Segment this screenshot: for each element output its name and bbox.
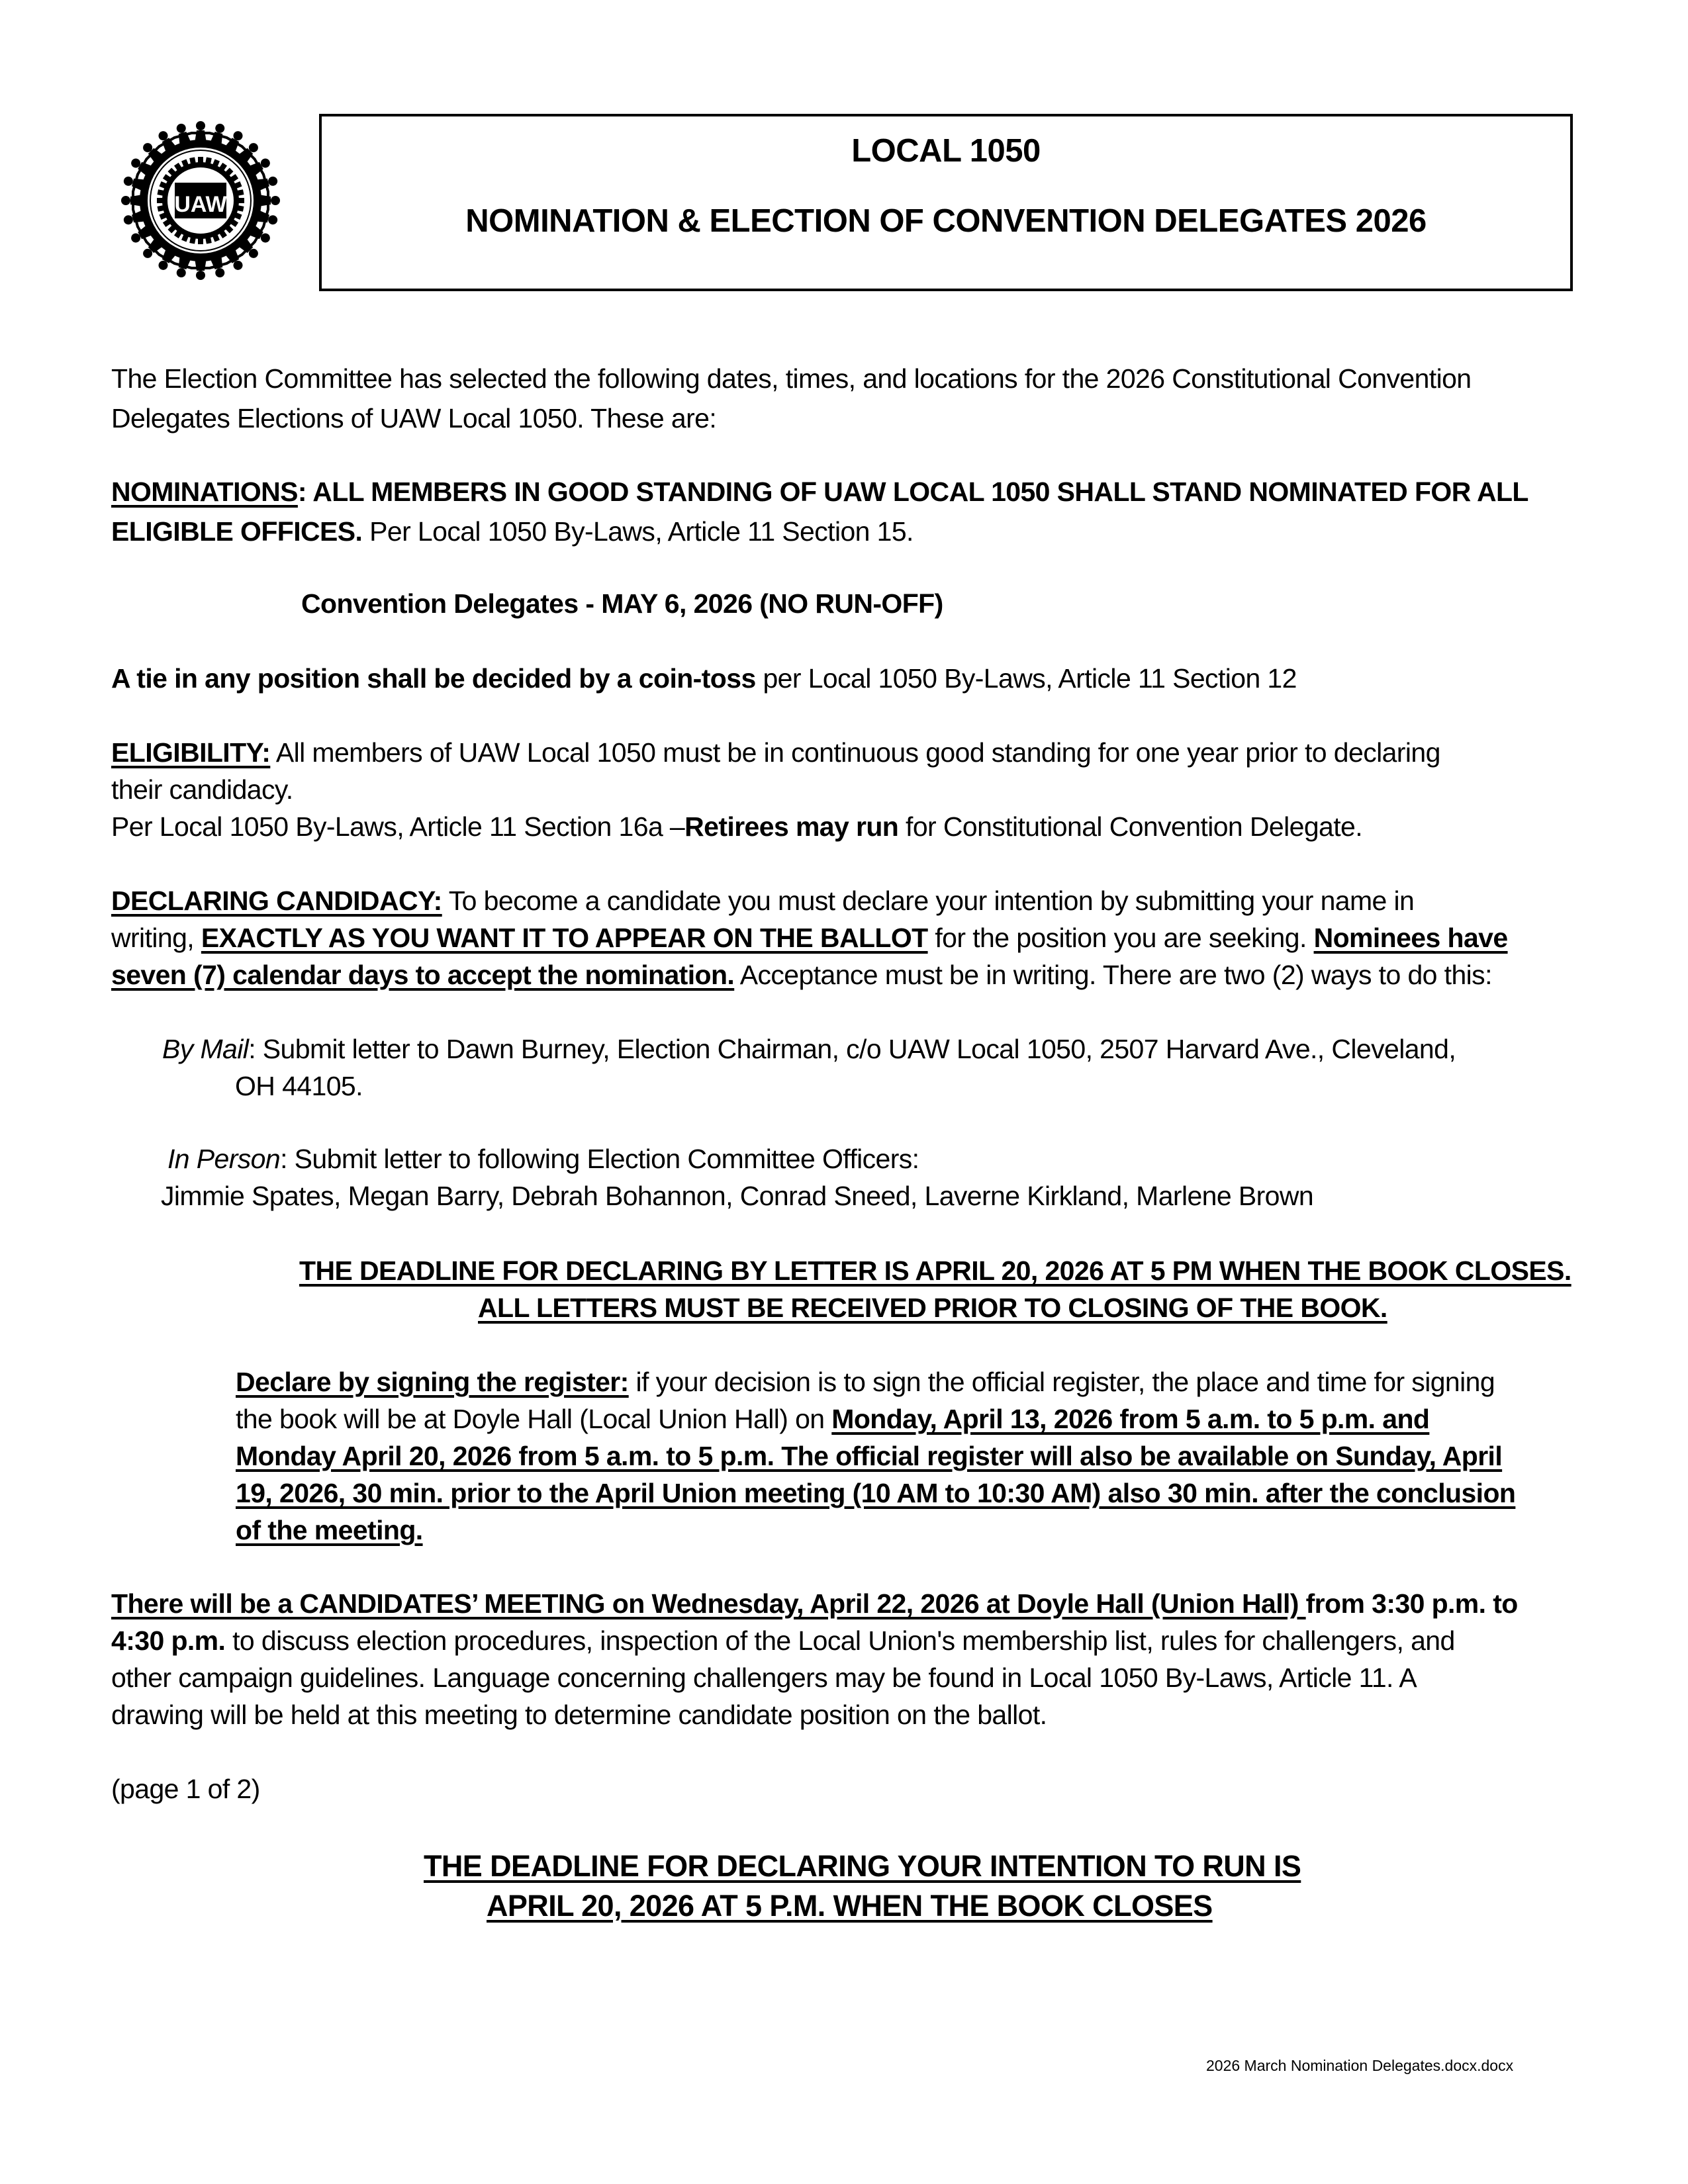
declaring-line-2: writing, EXACTLY AS YOU WANT IT TO APPEAR ON THE BALLOT for the position you are seeking. Nominees have bbox=[111, 923, 1508, 953]
final-deadline-line-2: APRIL 20, 2026 AT 5 P.M. WHEN THE BOOK CLOSES bbox=[487, 1889, 1213, 1923]
intro-line-2: Delegates Elections of UAW Local 1050. These are: bbox=[111, 403, 717, 433]
register-line-3: Monday April 20, 2026 from 5 a.m. to 5 p.m. The official register will also be available on Sunday, April bbox=[236, 1441, 1503, 1471]
intro-line-1: The Election Committee has selected the following dates, times, and locations for the 2026 Constitutional Convention bbox=[111, 363, 1472, 394]
candidates-meeting-line-2: 4:30 p.m. to discuss election procedures, inspection of the Local Union's membership list, rules for challengers, and bbox=[111, 1625, 1455, 1656]
uaw-logo-icon bbox=[118, 118, 283, 283]
candidates-meeting-line-1: There will be a CANDIDATES’ MEETING on Wednesday, April 22, 2026 at Doyle Hall (Union Hall) from 3:30 p.m. to bbox=[111, 1588, 1518, 1619]
in-person-line: In Person: Submit letter to following Election Committee Officers: bbox=[167, 1144, 919, 1174]
register-line-1: Declare by signing the register: if your decision is to sign the official register, the place and time for signing bbox=[236, 1367, 1495, 1397]
register-label: Declare by signing the register: bbox=[236, 1367, 629, 1397]
eligibility-line-3: Per Local 1050 By-Laws, Article 11 Section 16a –Retirees may run for Constitutional Convention Delegate. bbox=[111, 811, 1363, 842]
document-title: NOMINATION & ELECTION OF CONVENTION DELEGATES 2026 bbox=[465, 203, 1427, 239]
eligibility-label: ELIGIBILITY: bbox=[111, 737, 271, 768]
declaring-line-3: seven (7) calendar days to accept the nomination. Acceptance must be in writing. There are two (2) ways to do this: bbox=[111, 960, 1492, 990]
eligibility-line-2: their candidacy. bbox=[111, 774, 293, 805]
nominations-line-1: NOMINATIONS: ALL MEMBERS IN GOOD STANDING OF UAW LOCAL 1050 SHALL STAND NOMINATED FOR ALL bbox=[111, 477, 1528, 507]
nominations-label: NOMINATIONS bbox=[111, 477, 298, 507]
uaw-logo-graphic bbox=[118, 118, 283, 283]
register-line-2: the book will be at Doyle Hall (Local Union Hall) on Monday, April 13, 2026 from 5 a.m. to 5 p.m. and bbox=[236, 1404, 1430, 1434]
eligibility-line-1: ELIGIBILITY: All members of UAW Local 1050 must be in continuous good standing for one year prior to declaring bbox=[111, 737, 1440, 768]
election-committee-officers: Jimmie Spates, Megan Barry, Debrah Bohannon, Conrad Sneed, Laverne Kirkland, Marlene Brown bbox=[161, 1181, 1314, 1211]
register-line-5: of the meeting. bbox=[236, 1515, 423, 1545]
page-indicator: (page 1 of 2) bbox=[111, 1774, 260, 1804]
by-mail-label: By Mail bbox=[162, 1034, 249, 1064]
convention-delegates-date: Convention Delegates - MAY 6, 2026 (NO RUN-OFF) bbox=[301, 588, 943, 619]
declaring-label: DECLARING CANDIDACY: bbox=[111, 886, 442, 916]
candidates-meeting-line-3: other campaign guidelines. Language concerning challengers may be found in Local 1050 By-Laws, Article 11. A bbox=[111, 1662, 1417, 1693]
by-mail-line-1: By Mail: Submit letter to Dawn Burney, Election Chairman, c/o UAW Local 1050, 2507 Harvard Ave., Cleveland, bbox=[162, 1034, 1456, 1064]
final-deadline-line-1: THE DEADLINE FOR DECLARING YOUR INTENTION TO RUN IS bbox=[424, 1849, 1301, 1883]
by-mail-line-2: OH 44105. bbox=[235, 1071, 363, 1101]
register-line-4: 19, 2026, 30 min. prior to the April Union meeting (10 AM to 10:30 AM) also 30 min. after the conclusion bbox=[236, 1478, 1516, 1508]
letter-deadline-line-1: THE DEADLINE FOR DECLARING BY LETTER IS APRIL 20, 2026 AT 5 PM WHEN THE BOOK CLOSES. bbox=[299, 1255, 1571, 1286]
logo-text: UAW bbox=[174, 192, 227, 217]
in-person-label: In Person bbox=[167, 1144, 281, 1174]
declaring-line-1: DECLARING CANDIDACY: To become a candidate you must declare your intention by submitting your name in bbox=[111, 886, 1415, 916]
candidates-meeting-line-4: drawing will be held at this meeting to determine candidate position on the ballot. bbox=[111, 1700, 1047, 1730]
footer-filename: 2026 March Nomination Delegates.docx.docx bbox=[1206, 2057, 1514, 2074]
local-title: LOCAL 1050 bbox=[851, 133, 1041, 169]
nominations-line-2: ELIGIBLE OFFICES. Per Local 1050 By-Laws, Article 11 Section 15. bbox=[111, 516, 914, 547]
title-box bbox=[319, 114, 1573, 291]
tie-rule: A tie in any position shall be decided by a coin-toss per Local 1050 By-Laws, Article 11 Section 12 bbox=[111, 663, 1297, 694]
letter-deadline-line-2: ALL LETTERS MUST BE RECEIVED PRIOR TO CLOSING OF THE BOOK. bbox=[478, 1293, 1387, 1323]
